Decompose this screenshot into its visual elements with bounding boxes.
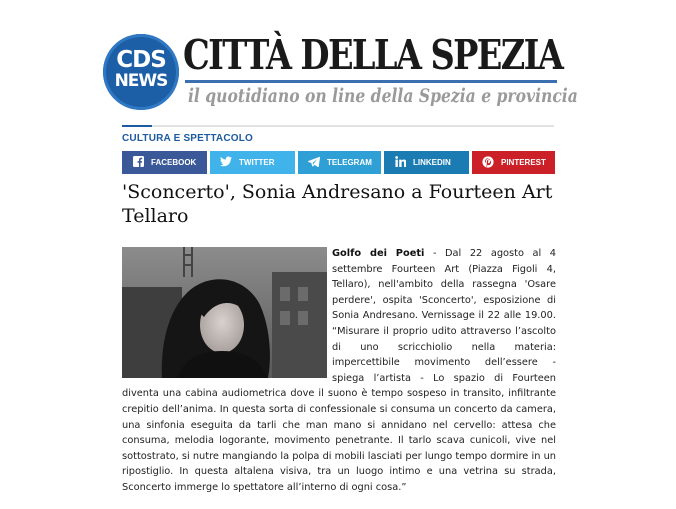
share-facebook-label: FACEBOOK [151,158,197,167]
share-twitter-button[interactable] [210,151,295,174]
share-facebook-button[interactable] [122,151,207,174]
article-title: 'Sconcerto', Sonia Andresano a Fourteen Art Tellaro [122,181,553,227]
share-pinterest-button[interactable] [472,151,555,174]
facebook-icon [130,151,146,174]
site-title[interactable]: CITTÀ DELLA SPEZIA [183,31,563,79]
share-telegram-label: TELEGRAM [327,158,372,167]
twitter-icon [218,151,234,174]
linkedin-icon [392,151,408,174]
section-accent-bar [122,125,152,127]
pinterest-icon [480,151,496,174]
telegram-icon [306,151,322,174]
article-text: - Dal 22 agosto al 4 settembre Fourteen Art (Piazza Figoli 4, Tellaro), nell'ambito della rassegna 'Osare perdere', ospita 'Sconcerto', esposizione di Sonia Andresano. Vernissage il 22 alle 19.00. “Misurare il proprio udito attraverso l’ascolto di uno scricchiolio nella materia: impercettibile movimento dell’essere - spiega l’artista - Lo spazio di Fourteen diventa una cabina audiometrica dove il suono è tempo sospeso in transito, infiltrante crepitio dell’anima. In questa sorta di confessionale si consuma un concerto da camera, una sinfonia eseguita da tarli che man mano si annidano nel cervello: attesa che consuma, melodia logorante, movimento penetrante. Il tarlo scava cunicoli, vive nel sottostrato, si nutre mangiando la polpa di mobili lasciati per lungo tempo dormire in un ripostiglio. In questa altalena visiva, tra un luogo intimo e una vetrina su strada, Sconcerto immerge lo spettatore all’interno di ogni cosa.” [122,248,556,493]
section-category-link[interactable]: CULTURA E SPETTACOLO [122,133,254,144]
share-telegram-button[interactable] [298,151,381,174]
section-divider [122,125,554,127]
logo-text-top: CDS [116,47,166,73]
cds-news-logo[interactable] [103,34,179,110]
article-body [122,246,556,496]
masthead[interactable] [103,30,578,115]
share-linkedin-button[interactable] [384,151,469,174]
site-tagline: il quotidiano on line della Spezia e provincia [188,85,578,107]
photo-spacer [122,246,327,380]
share-twitter-label: TWITTER [239,158,275,167]
logo-text-bottom: NEWS [114,71,168,91]
share-pinterest-label: PINTEREST [501,158,546,167]
share-linkedin-label: LINKEDIN [413,158,451,167]
article-location: Golfo dei Poeti [332,248,425,259]
